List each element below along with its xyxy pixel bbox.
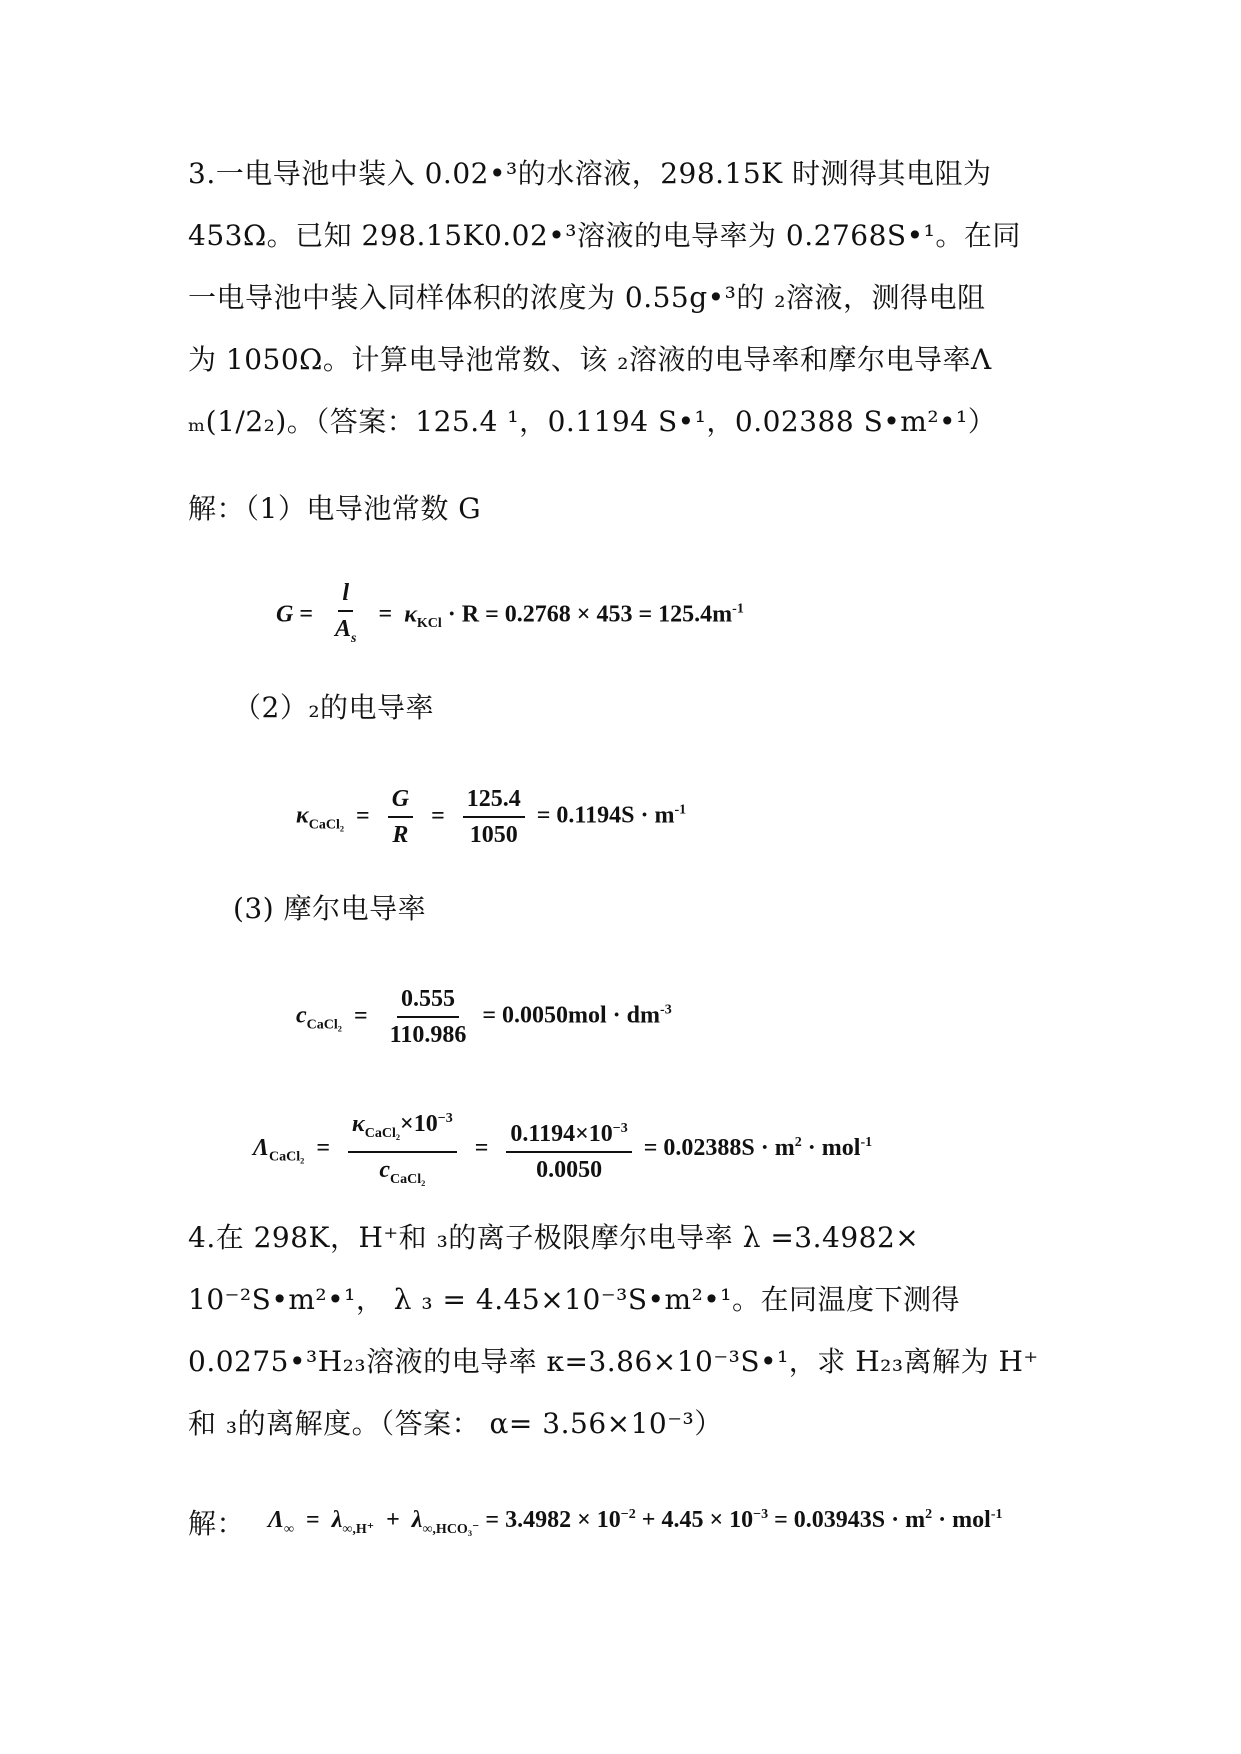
q3-line-5: ₘ(1/2₂)。（答案：125.4 ¹，0.1194 S•¹，0.02388 S•m²•¹） [188,405,997,438]
q4-solution-label: 解： [188,1507,246,1540]
equation-molar-conductivity: $\Lambda_{CaCl_2}$ = $\frac{\kappa_{CaCl_2}\times 10^{-3}}{c_{CaCl_2}}$ = $\frac{0.1194\times 10^{-3}}{0.0050}$ = $0.02388S \cdot m^2 \cdot mol^{-1}$ [253,1104,872,1195]
q3-step-3: (3) 摩尔电导率 [233,892,427,925]
equation-conductivity: $\kappa_{CaCl_2}$ = $\frac{G}{R}$ = $\frac{125.4}{1050}$ = $0.1194S \cdot m^{-1}$ [296,786,687,848]
q4-line-3: 0.0275•³H₂₃溶液的电导率 κ=3.86×10⁻³S•¹，求 H₂₃离解为 H⁺ [188,1345,1039,1378]
q3-line-2: 453Ω。已知 298.15K0.02•³溶液的电导率为 0.2768S•¹。在同 [188,219,1021,252]
equation-limiting-molar-conductivity: $\Lambda_\infty = \lambda_{\infty,H^+} + \lambda_{\infty,HCO_3^-} = 3.4982 \times 10^{-2} + 4.45 \times 10^{-3} = 0.03943S \cdot m^2 \cdot mol^{-1}$ [268,1507,1003,1537]
q4-line-1: 4.在 298K，H⁺和 ₃的离子极限摩尔电导率 λ =3.4982× [188,1221,920,1254]
equation-cell-constant: G = $\frac{l}{A_s}$ = $\kappa_{KCl} \cdot R = 0.2768 \times 453 = 125.4m^{-1}$ [276,580,744,646]
q3-line-4: 为 1050Ω。计算电导池常数、该 ₂溶液的电导率和摩尔电导率Λ [188,343,992,376]
q4-line-4: 和 ₃的离解度。（答案： α= 3.56×10⁻³） [188,1407,723,1440]
q3-line-1: 3.一电导池中装入 0.02•³的水溶液，298.15K 时测得其电阻为 [188,157,992,190]
q3-solution-heading: 解：（1）电导池常数 G [188,492,482,525]
equation-concentration: $c_{CaCl_2}$ = $\frac{0.555}{110.986}$ = $0.0050mol \cdot dm^{-3}$ [296,986,672,1048]
q3-line-3: 一电导池中装入同样体积的浓度为 0.55g•³的 ₂溶液，测得电阻 [188,281,986,314]
q4-line-2: 10⁻²S•m²•¹， λ ₃ = 4.45×10⁻³S•m²•¹。在同温度下测得 [188,1283,961,1316]
q3-step-2: （2）₂的电导率 [233,691,435,724]
